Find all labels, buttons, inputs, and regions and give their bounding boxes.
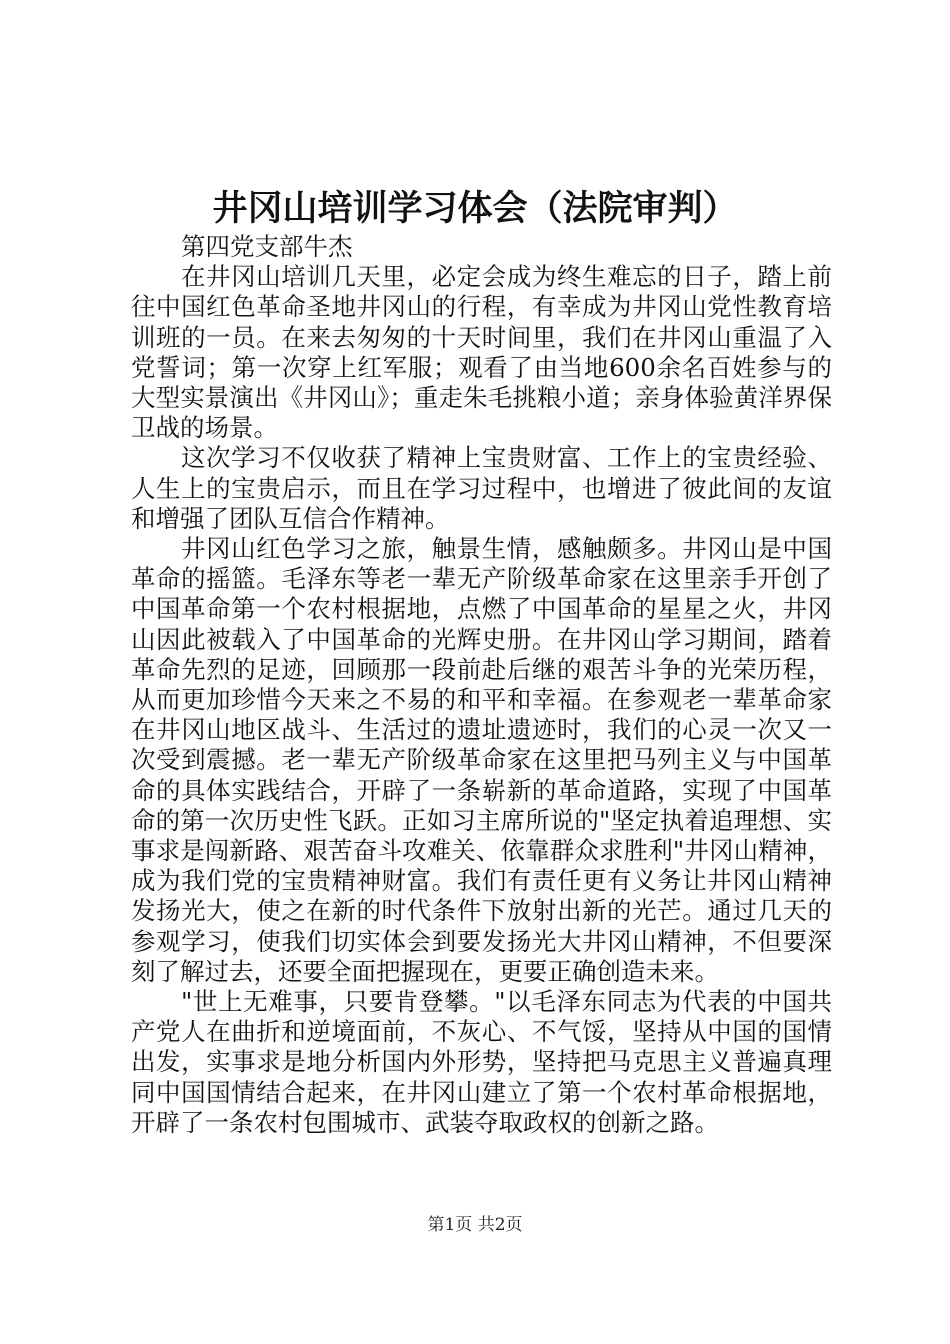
paragraph-2: 这次学习不仅收获了精神上宝贵财富、工作上的宝贵经验、人生上的宝贵启示，而且在学习过程中，也增进了彼此间的友谊和增强了团队互信合作精神。 bbox=[131, 443, 832, 533]
document-title: 井冈山培训学习体会（法院审判） bbox=[212, 188, 738, 229]
paragraph-1: 在井冈山培训几天里，必定会成为终生难忘的日子，踏上前往中国红色革命圣地井冈山的行程，有幸成为井冈山党性教育培训班的一员。在来去匆匆的十天时间里，我们在井冈山重温了入党誓词；第一次穿上红军服；观看了由当地600余名百姓参与的大型实景演出《井冈山》；重走朱毛挑粮小道；亲身体验黄洋界保卫战的场景。 bbox=[131, 262, 832, 443]
paragraph-3: 井冈山红色学习之旅，触景生情，感触颇多。井冈山是中国革命的摇篮。毛泽东等老一辈无产阶级革命家在这里亲手开创了中国革命第一个农村根据地，点燃了中国革命的星星之火，井冈山因此被载入了中国革命的光辉史册。在井冈山学习期间，踏着革命先烈的足迹，回顾那一段前赴后继的艰苦斗争的光荣历程，从而更加珍惜今天来之不易的和平和幸福。在参观老一辈革命家在井冈山地区战斗、生活过的遗址遗迹时，我们的心灵一次又一次受到震撼。老一辈无产阶级革命家在这里把马列主义与中国革命的具体实践结合，开辟了一条崭新的革命道路，实现了中国革命的第一次历史性飞跃。正如习主席所说的"坚定执着追理想、实事求是闯新路、艰苦奋斗攻难关、依靠群众求胜利"井冈山精神，成为我们党的宝贵精神财富。我们有责任更有义务让井冈山精神发扬光大，使之在新的时代条件下放射出新的光芒。通过几天的参观学习，使我们切实体会到要发扬光大井冈山精神，不但要深刻了解过去，还要全面把握现在，更要正确创造未来。 bbox=[131, 534, 832, 986]
author-line: 第四党支部牛杰 bbox=[181, 232, 353, 261]
page-number-footer: 第1页 共2页 bbox=[427, 1215, 523, 1235]
document-body bbox=[131, 232, 832, 1138]
paragraph-4: "世上无难事，只要肯登攀。"以毛泽东同志为代表的中国共产党人在曲折和逆境面前，不灰心、不气馁，坚持从中国的国情出发，实事求是地分析国内外形势，坚持把马克思主义普遍真理同中国国情结合起来，在井冈山建立了第一个农村革命根据地，开辟了一条农村包围城市、武装夺取政权的创新之路。 bbox=[131, 987, 832, 1137]
